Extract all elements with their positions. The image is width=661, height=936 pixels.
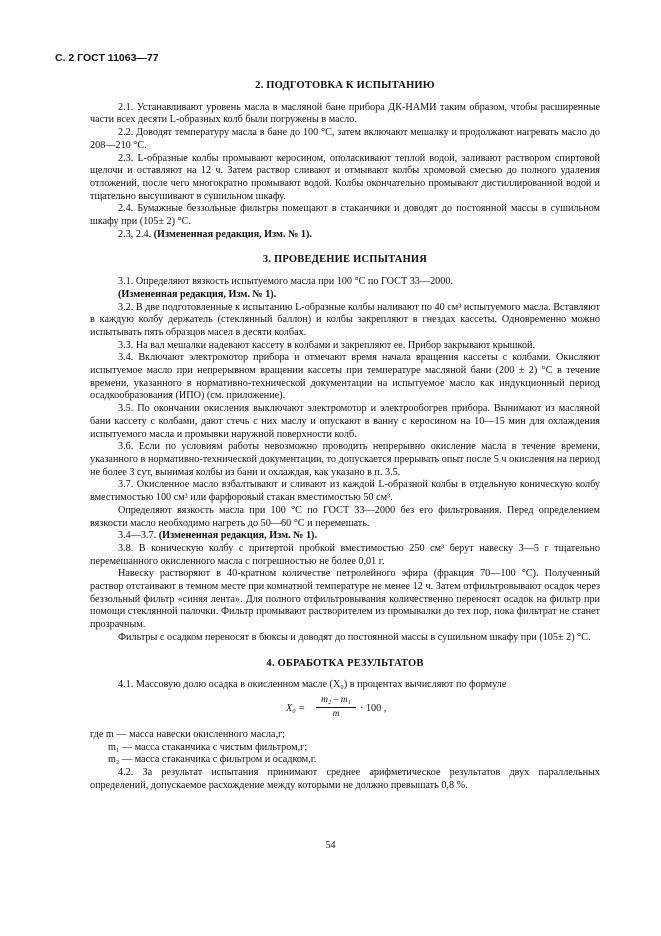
paragraph-3-2: 3.2. В две подготовленные к испытанию L-образные колбы наливают по 40 см³ испытуемого масла. Вставляют в каждую колбу держатель (стеклянный баллон) и колбы закрепляют в гнездах кассеты. Одновременно можно испытывать пять образцов масел в десяти колбах.	[90, 301, 600, 338]
section-2-title: 2. ПОДГОТОВКА К ИСПЫТАНИЮ	[255, 80, 435, 91]
variable-definitions	[90, 729, 600, 767]
document-body	[90, 80, 600, 792]
formula-rhs: · 100 ,	[360, 702, 387, 714]
definition-m2: m₂ — масса стаканчика с фильтром и осадком,г.	[108, 754, 317, 766]
paragraph-3-6: 3.6. Если по условиям работы невозможно проводить непрерывно окисление масла в течение времени, указанного в нормативно-технической документации, то допускается прерывать опыт после 5 ч окисления на период не более 3 сут, вынимая колбы из бани и охлаждая, как указано в п. 3.5.	[90, 441, 600, 478]
amendment-note-2-text: (Измененная редакция, Изм. № 1).	[153, 228, 312, 240]
section-4-title: 4. ОБРАБОТКА РЕЗУЛЬТАТОВ	[266, 657, 424, 669]
amendment-note-3-1: (Измененная редакция, Изм. № 1).	[118, 288, 277, 300]
paragraph-4-2: 4.2. За результат испытания принимают среднее арифметическое результатов двух параллельных определений, допускаемое расхождение между которыми не должно превышать 0,8 %.	[90, 767, 600, 791]
paragraph-3-8: 3.8. В коническую колбу с притертой пробкой вместимостью 250 см³ берут навеску 3—5 г тщательно перемешанного окисленного масла с погрешностью не более 0,01 г.	[90, 542, 600, 567]
amendment-note-3-prefix: 3.4—3.7.	[118, 530, 157, 542]
paragraph-2-2: 2.2. Доводят температуру масла в бане до 100 °С, затем включают мешалку и продолжают нагревать масло до 208—210 °С.	[90, 127, 600, 151]
formula	[90, 695, 600, 725]
paragraph-3-5: 3.5. По окончании окисления выключают электромотор и электрообогрев прибора. Вынимают из масляной бани кассету с колбами, дают стечь с них маслу и опускают в ванну с керосином на 10—15 мин для охлаждения испытуемого масла и промывки наружной поверхности колб.	[90, 403, 600, 440]
amendment-note-3	[90, 530, 600, 543]
page-number: 54	[325, 840, 336, 851]
definition-m1: m₁ — масса стаканчика с чистым фильтром,г;	[108, 741, 308, 753]
paragraph-3-4: 3.4. Включают электромотор прибора и отмечают время начала вращения кассеты с колбами. Окисляют испытуемое масло при непрерывном вращении кассеты при температуре масляной бани (200 ± 2) °С в течение времени, указанного в нормативно-технической документации на испытуемое масло как индукционный период осадкообразования (ИПО) (см. приложение).	[90, 352, 600, 402]
amendment-note-2-prefix: 2.3, 2.4.	[118, 228, 152, 240]
paragraph-2-1: 2.1. Устанавливают уровень масла в масляной бане прибора ДК-НАМИ таким образом, чтобы расширенные части всех десяти L-образных колб были погружены в масло.	[90, 101, 600, 126]
paragraph-4-1: 4.1. Массовую долю осадка в окисленном масле (X₀) в процентах вычисляют по формуле	[118, 679, 507, 691]
paragraph-2-3: 2.3. L-образные колбы промывают керосином, ополаскивают теплой водой, заливают раствором спиртовой щелочи и оставляют на 12 ч. Затем раствор сливают и отмывают колбы хромовой смесью до полного удаления отложений, после чего многократно промывают водой. Колбы окончательно промывают дистиллированной водой и тщательно высушивают в сушильном шкафу.	[90, 152, 600, 202]
paragraph-3-7-viscosity: Определяют вязкость масла при 100 °С по ГОСТ 33—2000 без его фильтрования. Перед определением вязкости масло необходимо нагреть до 50—60 °С и перемешать.	[90, 504, 600, 529]
formula-lhs: X₀ =	[286, 702, 306, 714]
paragraph-3-3: 3.3. На вал мешалки надевают кассету в колбами и закрепляют ее. Прибор закрывают крышкой.	[118, 339, 536, 351]
definition-m: где m — масса навески окисленного масла,г;	[90, 728, 285, 740]
page-header: С. 2 ГОСТ 11063—77	[55, 52, 159, 64]
paragraph-3-7: 3.7. Окисленное масло взбалтывают и сливают из каждой L-образной колбы в отдельную коническую колбу вместимостью 100 см³ или фарфоровый стакан вместимостью 50 см³.	[90, 479, 600, 504]
formula-fraction	[316, 695, 356, 720]
formula-numerator: m₂ – m₁	[316, 695, 356, 708]
section-3-title: 3. ПРОВЕДЕНИЕ ИСПЫТАНИЯ	[262, 254, 428, 266]
paragraph-3-8-filters: Фильтры с осадком переносят в бюксы и доводят до постоянной массы в сушильном шкафу при (105± 2) °С.	[118, 631, 591, 643]
amendment-note-3-text: (Измененная редакция, Изм. № 1).	[158, 530, 317, 542]
formula-denominator: m	[332, 708, 340, 719]
paragraph-2-4: 2.4. Бумажные беззольные фильтры помещают в стаканчики и доводят до постоянной массы в сушильном шкафу при (105± 2) °С.	[90, 203, 600, 228]
amendment-note-2	[90, 229, 600, 242]
paragraph-3-1: 3.1. Определяют вязкость испытуемого масла при 100 °С по ГОСТ 33—2000.	[118, 276, 454, 288]
paragraph-3-8-dissolve: Навеску растворяют в 40-кратном количестве петролейного эфира (фракция 70—100 °С). Полученный раствор отстаивают в темном месте при комнатной температуре не менее 12 ч. Затем отфильтровывают осадок через беззольный фильтр «синяя лента». Для полного отфильтровывания количественно переносят осадок на фильтр при помощи стеклянной палочки. Фильтр промывают растворителем из промывалки до тех пор, пока фильтрат не станет прозрачным.	[90, 568, 600, 631]
